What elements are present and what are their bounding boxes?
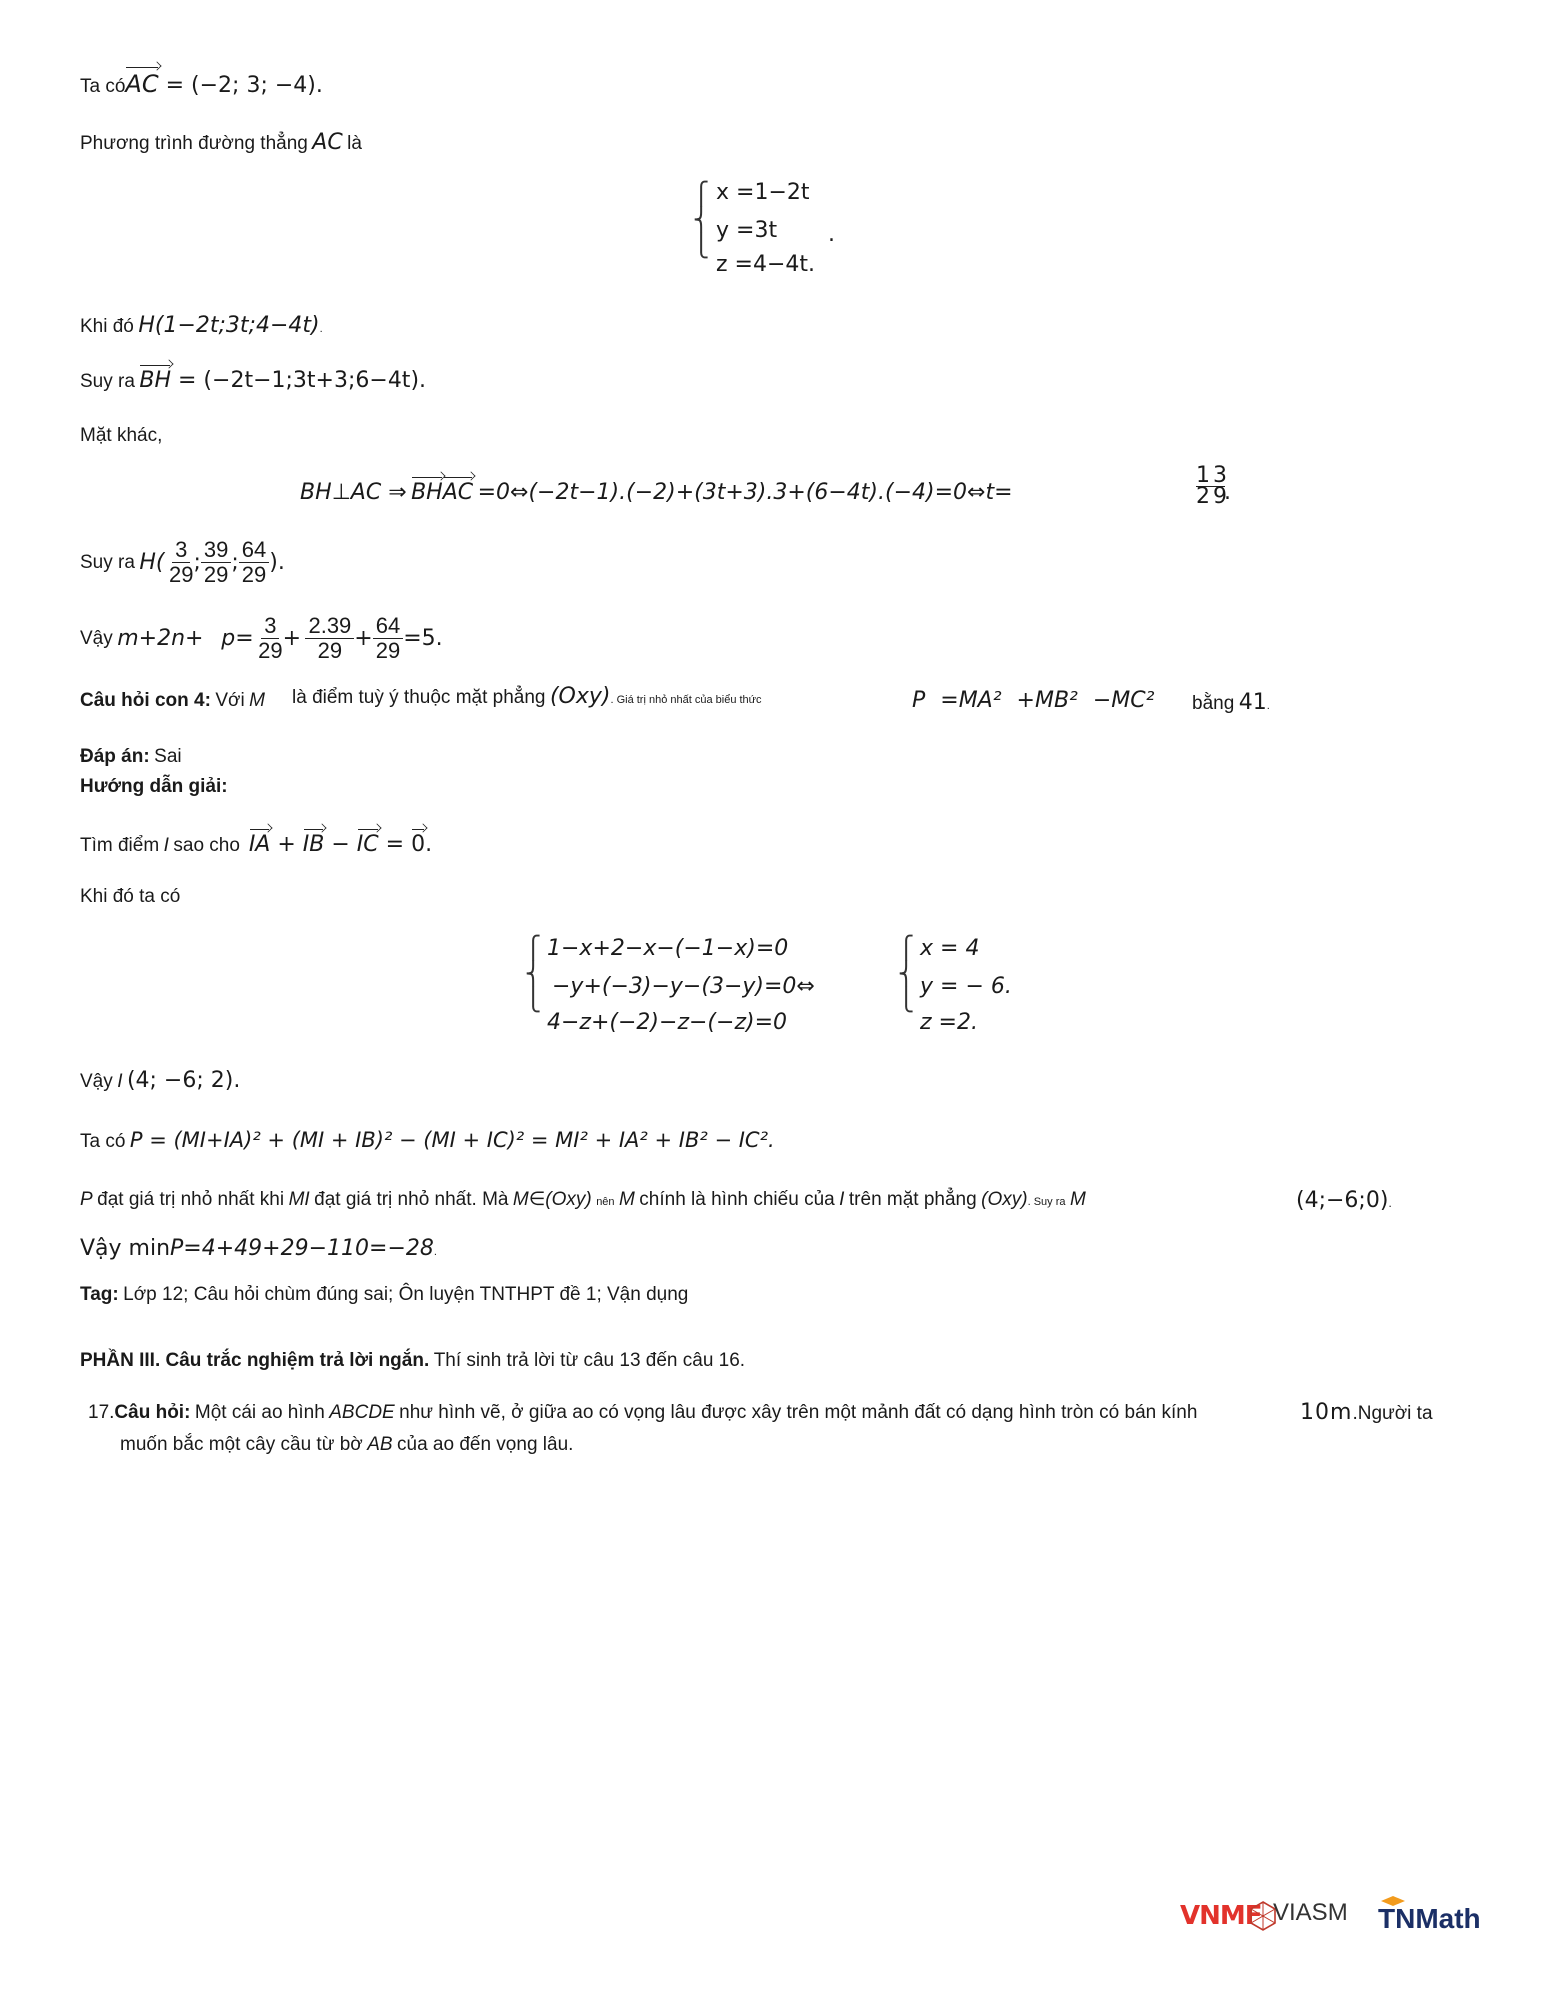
text-vong-lau: như hình vẽ, ở giữa ao có vọng lâu được xây trên một mảnh đất có dạng hình tròn có bán kính — [399, 1402, 1198, 1423]
frac-den: 29 — [168, 562, 194, 588]
frac-h-y — [201, 538, 231, 587]
op-minus: − — [324, 832, 357, 857]
text-khi-do-ta-co: Khi đó ta có — [80, 886, 181, 907]
expr-p-expand: P = (MI+IA)² + (MI + IB)² − (MI + IC)² = MI² + IA² + IB² − IC². — [129, 1128, 775, 1152]
question-4-value — [1192, 690, 1270, 715]
min-p-value: P=4+49+29−110=−28 — [170, 1236, 434, 1261]
expr-m2np: m+2n+ — [117, 626, 204, 652]
system2-eq2: −y+(−3)−y−(3−y)=0⇔ — [552, 974, 815, 999]
op-eq: = — [378, 832, 412, 857]
vnmf-logo-text: VNMF — [1180, 1901, 1262, 1931]
frac-den: 29 — [375, 638, 401, 664]
tag-label: Tag: — [80, 1284, 119, 1305]
footer-logos — [1180, 1895, 1481, 1945]
text-khi-do: Khi đó — [80, 316, 134, 337]
vector-ac-value: = (−2; 3; −4). — [158, 73, 323, 98]
h-open: H( — [139, 550, 165, 576]
dot: . — [319, 323, 323, 335]
line-p-min-condition — [80, 1188, 1086, 1211]
vector-ib: IB — [302, 832, 325, 857]
answer-label: Đáp án: — [80, 746, 150, 767]
var-m: M — [619, 1189, 635, 1210]
text-mat-khac: Mặt khác, — [80, 425, 163, 446]
text-suy-ra-h: Suy ra — [80, 551, 135, 573]
var-i: I — [163, 835, 169, 856]
system1-brace: ⎧ ⎨ ⎩ — [693, 182, 710, 259]
dot: . — [425, 832, 433, 857]
question-17-line2 — [120, 1434, 573, 1456]
text-ta-co-p: Ta có — [80, 1131, 126, 1152]
value-41: 41 — [1238, 690, 1267, 715]
line-h-result: Suy ra H( $\frac{3}{29}$ ; $\frac{39}{29}$ ; $\frac{64}{29}$ ). — [80, 537, 285, 588]
text-suy-ra-small: . Suy ra — [1027, 1196, 1066, 1208]
vector-ia: IA — [248, 832, 271, 857]
vector-ac-dot: AC — [442, 480, 474, 505]
question-4-label: Câu hỏi con 4: — [80, 690, 211, 711]
frac-m — [258, 614, 282, 663]
frac-num: 64 — [373, 614, 403, 639]
system1-eq1: x =1−2t — [716, 180, 810, 205]
dot: . — [1266, 700, 1270, 712]
line-p-expand — [80, 1128, 775, 1153]
part-3-label: PHẦN III. Câu trắc nghiệm trả lời ngắn. — [80, 1350, 430, 1371]
m-in-oxy: M∈(Oxy) — [512, 1189, 592, 1210]
fraction-t — [1196, 463, 1225, 509]
text-vay: Vậy — [80, 627, 113, 649]
text-hinh-chieu: chính là hình chiếu của — [639, 1189, 835, 1210]
expr-p: P =MA² +MB² −MC² — [912, 688, 1155, 713]
line-h-param — [80, 313, 323, 338]
text-dat-gtnn-ma: đạt giá trị nhỏ nhất. Mà — [314, 1189, 509, 1210]
text-sao-cho: sao cho — [173, 835, 240, 856]
system1-eq2: y =3t — [716, 218, 778, 243]
sum-result: =5. — [403, 626, 443, 652]
fraction-t-num: 1 3 — [1196, 463, 1225, 488]
frac-num: 3 — [261, 614, 279, 639]
dot: . — [1388, 1197, 1392, 1210]
var-i: I — [117, 1071, 123, 1092]
line-bh-perp-ac — [300, 480, 1013, 505]
frac-den: 29 — [258, 638, 283, 664]
question-17-number: 17. — [88, 1402, 115, 1423]
question-4 — [80, 690, 265, 712]
frac-num: 64 — [239, 538, 269, 563]
text-vay-i: Vậy — [80, 1071, 113, 1092]
line-sum-mnp: Vậy m+2n+ p= $\frac{3}{29}$ + $\frac{2.39}{29}$ + $\frac{64}{29}$ =5. — [80, 613, 443, 664]
frac-num: 39 — [201, 538, 231, 563]
text-gia-tri-nho-nhat: . Giá trị nhỏ nhất của biểu thức — [610, 694, 762, 706]
radius-10m: 10m — [1300, 1400, 1353, 1425]
text-pt-duong-thang: Phương trình đường thẳng — [80, 133, 308, 154]
system3-eq3: z =2. — [920, 1010, 978, 1035]
vector-bh-dot: BH — [411, 480, 443, 505]
frac-num: 3 — [172, 538, 190, 563]
point-m-coord — [1296, 1188, 1392, 1213]
point-h: H(1−2t;3t;4−4t) — [138, 313, 320, 338]
answer — [80, 746, 182, 768]
text-bang: bằng — [1192, 693, 1235, 714]
part-3-text: Thí sinh trả lời từ câu 13 đến câu 16. — [433, 1350, 746, 1371]
h-close: ). — [269, 550, 285, 576]
text-dat-gtnn: đạt giá trị nhỏ nhất khi — [97, 1189, 285, 1210]
frac-p — [373, 614, 403, 663]
plane-oxy: (Oxy) — [981, 1189, 1028, 1210]
vector-bh: BH — [139, 368, 172, 393]
bh-perp-ac: BH⊥AC ⇒ — [300, 480, 407, 505]
var-p: P — [80, 1189, 93, 1210]
frac-den: 29 — [317, 638, 343, 664]
text-la: là — [347, 133, 362, 154]
text-suy-ra: Suy ra — [80, 371, 135, 392]
viasm-logo: VIASM — [1273, 1899, 1348, 1926]
text-tim-diem: Tìm điểm — [80, 835, 160, 856]
frac-den: 29 — [241, 562, 267, 588]
system2-eq3: 4−z+(−2)−z−(−z)=0 — [547, 1010, 788, 1035]
question-17-line1 — [88, 1402, 1197, 1424]
fraction-t-den: 2 9 — [1196, 484, 1225, 509]
radius-value — [1300, 1400, 1433, 1425]
system1-tail: . — [828, 222, 835, 247]
system3-eq2: y = − 6. — [920, 974, 1012, 999]
line-ac-equation-intro — [80, 130, 362, 155]
text-ao-hinh: Một cái ao hình — [194, 1402, 325, 1423]
frac-h-z — [239, 538, 269, 587]
frac-h-x — [169, 538, 193, 587]
dot-product-equation: =0⇔(−2t−1).(−2)+(3t+3).3+(6−4t).(−4)=0⇔t= — [477, 480, 1013, 505]
var-mi: MI — [288, 1189, 310, 1210]
var-m: M — [249, 690, 265, 711]
system2-brace: ⎧ ⎨ ⎩ — [525, 936, 542, 1013]
tnmath-logo — [1378, 1903, 1481, 1935]
question-4-part2 — [292, 684, 762, 709]
op-plus: + — [270, 832, 303, 857]
text-nen: nên — [596, 1196, 615, 1208]
zero-vector: 0 — [411, 832, 426, 857]
line-find-i — [80, 832, 432, 857]
dot: . — [433, 1246, 437, 1258]
var-ac: AC — [312, 130, 343, 155]
fraction-t-tail: . — [1224, 480, 1231, 505]
system1-eq3: z =4−4t. — [716, 252, 816, 277]
tag-text: Lớp 12; Câu hỏi chùm đúng sai; Ôn luyện TNTHPT đề 1; Vận dụng — [123, 1284, 689, 1305]
text-tren-mat-phang: trên mặt phẳng — [848, 1189, 977, 1210]
line-min-p — [80, 1236, 437, 1261]
question-17-label: Câu hỏi: — [114, 1402, 191, 1423]
text-ta-co: Ta có — [80, 76, 126, 97]
var-abcde: ABCDE — [329, 1402, 395, 1423]
line-i-result — [80, 1068, 240, 1093]
frac-2n — [305, 614, 354, 663]
tnmath-logo-text: TNMath — [1378, 1903, 1481, 1934]
frac-num: 2.39 — [305, 614, 354, 639]
text-diem-tuy-y: là điểm tuỳ ý thuộc mặt phẳng — [292, 687, 546, 708]
answer-value: Sai — [154, 746, 182, 767]
vector-ac: AC — [125, 70, 159, 98]
frac-den: 29 — [203, 562, 229, 588]
text-den-vong-lau: của ao đến vọng lâu. — [397, 1434, 574, 1455]
p-eq: p= — [221, 626, 254, 652]
line-bh-vector — [80, 368, 426, 393]
system3-eq1: x = 4 — [920, 936, 980, 961]
var-i: I — [839, 1189, 845, 1210]
line-ac-vector — [80, 70, 323, 98]
system2-eq1: 1−x+2−x−(−1−x)=0 — [547, 936, 789, 961]
plane-oxy: (Oxy) — [549, 684, 611, 709]
vector-ic: IC — [356, 832, 379, 857]
var-m: M — [1069, 1189, 1086, 1210]
text-vay-min: Vậy min — [80, 1236, 171, 1261]
point-i-coord: (4; −6; 2). — [126, 1068, 241, 1093]
text-bac-cau: muốn bắc một cây cầu từ bờ — [120, 1434, 363, 1455]
vector-bh-value: = (−2t−1;3t+3;6−4t). — [171, 368, 427, 393]
var-ab: AB — [367, 1434, 393, 1455]
text-nguoi-ta: .Người ta — [1352, 1403, 1433, 1424]
m-coord-value: (4;−6;0) — [1296, 1188, 1389, 1213]
guide-label: Hướng dẫn giải: — [80, 776, 228, 797]
tag-line — [80, 1284, 688, 1306]
text-voi: Với — [215, 690, 245, 711]
system3-brace: ⎧ ⎨ ⎩ — [898, 936, 915, 1013]
part-3-heading — [80, 1350, 745, 1372]
